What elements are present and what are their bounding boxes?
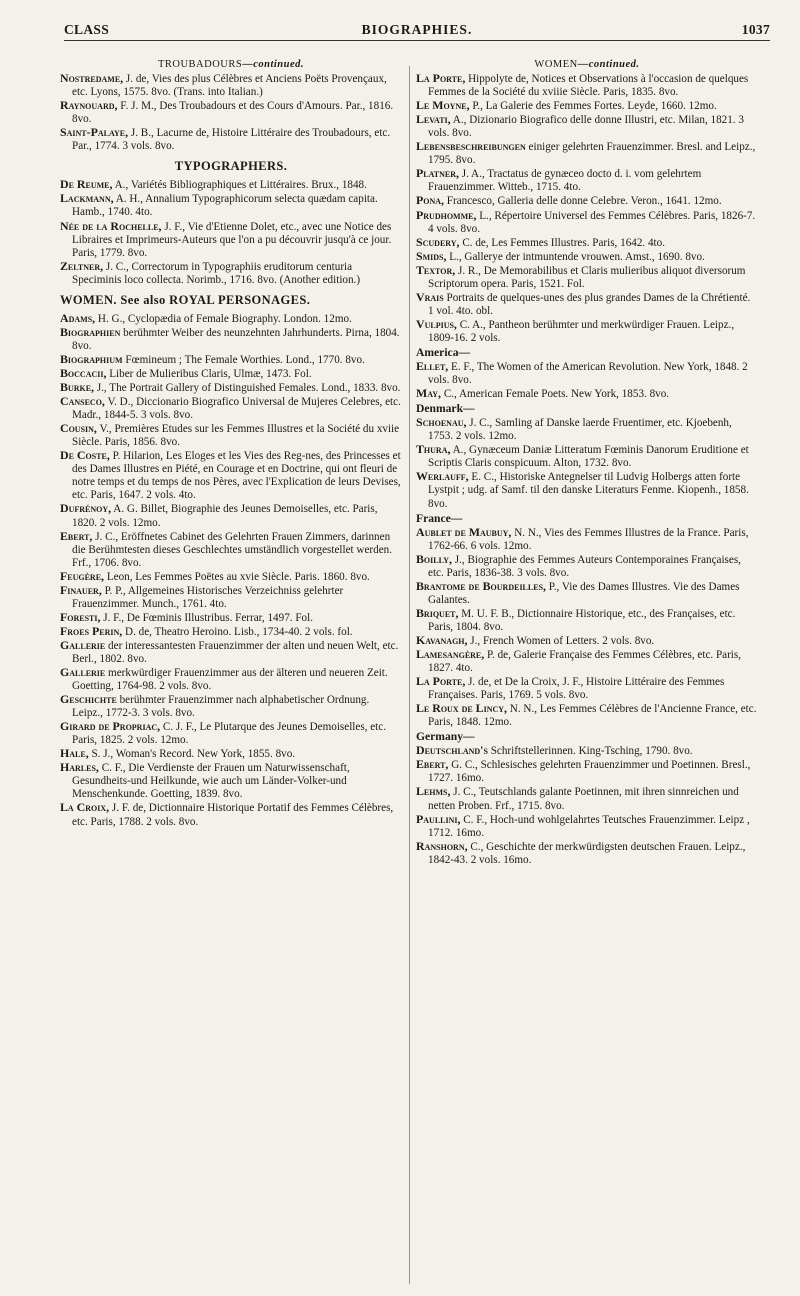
catalogue-entry: [60, 693, 402, 720]
catalogue-entry: [60, 367, 402, 381]
catalogue-entry: [60, 326, 402, 353]
continued-heading: [416, 58, 758, 71]
country-subheading: America—: [416, 345, 471, 359]
entry-text: S. J., Woman's Record. New York, 1855. 8vo.: [88, 748, 296, 761]
catalogue-entry: [60, 99, 402, 126]
entry-text: J., French Women of Letters. 2 vols. 8vo.: [467, 634, 655, 647]
entry-heading: Textor,: [416, 262, 456, 277]
entry-text: F. J. M., Des Troubadours et des Cours d'Amours. Par., 1816. 8vo.: [72, 100, 394, 126]
entry-heading: Levati,: [416, 112, 451, 127]
entry-heading: Raynouard,: [60, 98, 118, 113]
entry-text: J. de, et De la Croix, J. F., Histoire Littéraire des Femmes Françaises. Paris, 1769. 5 vols. 8vo.: [428, 676, 725, 702]
column-divider: [409, 66, 410, 1284]
entry-text: C. F., Hoch-und wohlgelahrtes Teutsches Frauenzimmer. Leipz , 1712. 16mo.: [428, 813, 750, 839]
catalogue-entry: [416, 416, 758, 443]
catalogue-entry: [416, 167, 758, 194]
entry-heading: Thura,: [416, 442, 451, 457]
catalogue-entry: [60, 178, 402, 192]
entry-heading: Aublet de Maubuy,: [416, 524, 512, 539]
entry-text: P. P., Allgemeines Historisches Verzeichniss gelehrter Frauenzimmer. Munch., 1761. 4to.: [72, 584, 344, 610]
entry-heading: Platner,: [416, 166, 459, 181]
catalogue-entry: [416, 634, 758, 648]
entry-text: C. A., Pantheon berühmter und merkwürdiger Frauen. Leipz., 1809-16. 2 vols.: [428, 318, 735, 344]
entry-text: V., Premières Etudes sur les Femmes Illustres et la Société du xviie Siècle. Paris, 1856. 8vo.: [72, 423, 400, 449]
entry-text: P. Hilarion, Les Eloges et les Vies des Reg-nes, des Princesses et des Dames Illustres en Piété, en Courage et en Doctrine, qui ont fleuri de notre temps et du temps de nos Pères, avec l'Explication de leurs Devises, etc. Paris, 1647. 2 vols. 4to.: [72, 450, 401, 502]
catalogue-entry: [60, 625, 402, 639]
running-head: [64, 22, 770, 38]
catalogue-entry: [60, 312, 402, 326]
catalogue-entry: [60, 72, 402, 99]
entry-text: Fœmineum ; The Female Worthies. Lond., 1770. 8vo.: [122, 353, 365, 366]
entry-heading: Saint-Palaye,: [60, 125, 129, 140]
catalogue-entry: [60, 530, 402, 570]
catalogue-entry: [60, 570, 402, 584]
entry-heading: Lackmann,: [60, 191, 114, 206]
entry-heading: Paullini,: [416, 811, 461, 826]
entry-text: N. N., Vies des Femmes Illustres de la France. Paris, 1762-66. 6 vols. 12mo.: [428, 526, 749, 552]
entry-text: A. G. Billet, Biographie des Jeunes Demoiselles, etc. Paris, 1820. 2 vols. 12mo.: [72, 503, 378, 529]
entry-text: L., Gallerye der intmuntende vrouwen. Amst., 1690. 8vo.: [446, 250, 705, 263]
section-heading-women: WOMEN. See also ROYAL PERSONAGES.: [60, 292, 311, 307]
catalogue-entry: [60, 126, 402, 153]
entry-heading: Kavanagh,: [416, 632, 468, 647]
entry-heading: Nostredame,: [60, 71, 124, 86]
entry-heading: Ranshorn,: [416, 838, 468, 853]
entry-heading: Gallerie: [60, 637, 106, 652]
entry-heading: Biographium: [60, 351, 123, 366]
entry-text: E. C., Historiske Antegnelser til Ludvig Holbergs atten forte Lystpit ; udg. af Samf. til den danske Literaturs Fenme. Kiopenh., 1858. 8vo.: [428, 471, 749, 510]
entry-text: L., Répertoire Universel des Femmes Célèbres. Paris, 1826-7. 4 vols. 8vo.: [428, 209, 756, 235]
catalogue-entry: [416, 318, 758, 345]
running-head-title: BIOGRAPHIES.: [361, 22, 473, 37]
entry-heading: Smids,: [416, 248, 447, 263]
continued-heading: [60, 58, 402, 71]
catalogue-entry: [60, 747, 402, 761]
entry-text: Leon, Les Femmes Poëtes au xvie Siècle. Paris. 1860. 8vo.: [104, 570, 370, 583]
entry-text: P. de, Galerie Française des Femmes Célèbres, etc. Paris, 1827. 4to.: [428, 649, 742, 675]
continued-heading-word: TROUBADOURS: [157, 59, 243, 70]
entry-text: der interessantesten Frauenzimmer der alten und neuen Welt, etc. Berl., 1802. 8vo.: [72, 639, 399, 665]
catalogue-entry: [416, 113, 758, 140]
entry-text: A. H., Annalium Typographicorum selecta quædam capita. Hamb., 1740. 4to.: [72, 193, 378, 219]
entry-heading: Biographien: [60, 324, 121, 339]
entry-text: J. A., Tractatus de gynæceo docto d. i. vom gelehrtem Frauenzimmer. Witteb., 1715. 4to.: [428, 168, 702, 194]
entry-heading: Zeltner,: [60, 258, 104, 273]
catalogue-entry: [60, 584, 402, 611]
entry-heading: Boilly,: [416, 551, 452, 566]
entry-text: H. G., Cyclopædia of Female Biography. London. 12mo.: [95, 312, 352, 325]
entry-heading: Finauer,: [60, 582, 102, 597]
catalogue-entry: [60, 260, 402, 287]
entry-heading: Froes Perin,: [60, 623, 123, 638]
section-heading-typographers: TYPOGRAPHERS.: [174, 159, 288, 174]
catalogue-entry: [416, 813, 758, 840]
entry-heading: Vulpius,: [416, 316, 457, 331]
entry-heading: Cousin,: [60, 421, 97, 436]
entry-heading: Ellet,: [416, 359, 449, 374]
entry-text: J. C., Correctorum in Typographiis eruditorum centuria Speciminis loco collecta. Norimb., 1716. 8vo. (Another edition.): [72, 260, 361, 286]
catalogue-entry: [416, 236, 758, 250]
entry-text: J. R., De Memorabilibus et Claris mulieribus aliquot diversorum Scriptorum opera. Paris, 1521. Fol.: [428, 264, 746, 290]
entry-heading: Girard de Propriac,: [60, 719, 161, 734]
entry-heading: La Croix,: [60, 800, 110, 815]
entry-heading: De Coste,: [60, 448, 110, 463]
catalogue-entry: [60, 192, 402, 219]
catalogue-entry: [60, 801, 402, 828]
catalogue-entry: [416, 675, 758, 702]
entry-heading: Schoenau,: [416, 415, 467, 430]
entry-heading: La Porte,: [416, 71, 466, 86]
entry-text: einiger gelehrten Frauenzimmer. Bresl. and Leipz., 1795. 8vo.: [428, 141, 756, 167]
catalogue-entry: [416, 443, 758, 470]
catalogue-entry: [416, 209, 758, 236]
catalogue-entry: [416, 360, 758, 387]
entry-text: merkwürdiger Frauenzimmer aus der älteren und neueren Zeit. Goetting, 1764-98. 2 vols. 8vo.: [72, 667, 388, 693]
women-entries-continued: [416, 72, 758, 345]
entry-text: P., La Galerie des Femmes Fortes. Leyde, 1660. 12mo.: [469, 100, 717, 113]
entry-heading: Geschichte: [60, 692, 117, 707]
entry-text: J. C., Teutschlands galante Poetinnen, mit ihren sinnreichen und netten Proben. Frf., 1715. 8vo.: [428, 786, 739, 812]
entry-heading: Briquet,: [416, 605, 459, 620]
catalogue-entry: [60, 666, 402, 693]
entry-text: J. C., Samling af Danske laerde Fruentimer, etc. Kjoebenh, 1753. 2 vols. 12mo.: [428, 417, 732, 443]
entry-text: J. F. de, Dictionnaire Historique Portatif des Femmes Célèbres, etc. Paris, 1788. 2 vols. 8vo.: [72, 802, 394, 828]
entry-text: A., Dizionario Biografico delle donne Illustri, etc. Milan, 1821. 3 vols. 8vo.: [428, 114, 744, 140]
entry-heading: Gallerie: [60, 665, 106, 680]
entry-text: Schriftstellerinnen. King-Tsching, 1790. 8vo.: [487, 745, 693, 758]
catalogue-entry: [416, 840, 758, 867]
entry-text: J. de, Vies des plus Célèbres et Anciens Poëts Provençaux, etc. Lyons, 1575. 8vo. (Trans. into Italian.): [72, 73, 387, 99]
right-column: [416, 58, 758, 867]
continued-heading-suffix: —continued.: [577, 59, 640, 70]
catalogue-entry: [60, 449, 402, 502]
catalogue-entry: [60, 395, 402, 422]
entry-heading: Brantome de Bourdeilles,: [416, 578, 546, 593]
catalogue-entry: [416, 702, 758, 729]
entry-heading: Le Roux de Lincy,: [416, 701, 508, 716]
catalogue-entry: [416, 387, 758, 401]
entry-text: Portraits de quelques-unes des plus grandes Dames de la Chrétienté. 1 vol. 4to. obl.: [428, 291, 751, 317]
entry-text: J. F., De Fœminis Illustribus. Ferrar, 1497. Fol.: [100, 611, 313, 624]
entry-text: E. F., The Women of the American Revolution. New York, 1848. 2 vols. 8vo.: [428, 361, 748, 387]
entry-heading: Feugère,: [60, 568, 105, 583]
catalogue-entry: [416, 785, 758, 812]
header-rule: [64, 40, 770, 41]
catalogue-entry: [60, 639, 402, 666]
catalogue-entry: [416, 291, 758, 318]
country-subheading: Germany—: [416, 730, 475, 744]
entry-text: N. N., Les Femmes Célèbres de l'Ancienne France, etc. Paris, 1848. 12mo.: [428, 703, 757, 729]
catalogue-entry: [416, 99, 758, 113]
left-column: [60, 58, 402, 829]
catalogue-entry: [416, 744, 758, 758]
catalogue-entry: [416, 250, 758, 264]
entry-heading: Ebert,: [60, 528, 93, 543]
running-head-left: CLASS: [64, 22, 110, 37]
country-subheading: Denmark—: [416, 402, 475, 416]
troubadour-entries: [60, 72, 402, 153]
entry-heading: Prudhomme,: [416, 207, 477, 222]
entry-heading: Ebert,: [416, 757, 449, 772]
entry-heading: Lebensbeschreibungen: [416, 139, 526, 154]
catalogue-entry: [60, 220, 402, 260]
entry-text: D. de, Theatro Heroino. Lisb., 1734-40. 2 vols. fol.: [122, 625, 353, 638]
entry-text: A., Variétés Bibliographiques et Littéraires. Brux., 1848.: [112, 179, 367, 192]
catalogue-entry: [60, 502, 402, 529]
entry-text: Liber de Mulieribus Claris, Ulmæ, 1473. Fol.: [106, 367, 312, 380]
catalogue-entry: [416, 758, 758, 785]
entry-heading: Boccacii,: [60, 365, 107, 380]
catalogue-entry: [416, 72, 758, 99]
entry-heading: Lamesangère,: [416, 647, 485, 662]
entry-heading: Pona,: [416, 193, 445, 208]
country-groups: [416, 346, 758, 867]
entry-heading: La Porte,: [416, 674, 466, 689]
entry-text: berühmter Frauenzimmer nach alphabetischer Ordnung. Leipz., 1772-3. 3 vols. 8vo.: [72, 694, 370, 720]
entry-text: P., Vie des Dames Illustres. Vie des Dames Galantes.: [428, 580, 740, 606]
entry-heading: Werlauff,: [416, 469, 469, 484]
entry-text: C. de, Les Femmes Illustres. Paris, 1642. 4to.: [459, 236, 665, 249]
entry-text: J. B., Lacurne de, Histoire Littéraire des Troubadours, etc. Par., 1774. 3 vols. 8vo.: [72, 127, 391, 153]
entry-text: C., Geschichte der merkwürdigsten deutschen Frauen. Leipz., 1842-43. 2 vols. 16mo.: [428, 840, 746, 866]
catalogue-entry: [416, 194, 758, 208]
entry-text: A., Gynæceum Daniæ Litteratum Fœminis Danorum Eruditione et Scriptis Claris conspicuum. Alton, 1732. 8vo.: [428, 444, 749, 470]
country-subheading: France—: [416, 511, 463, 525]
entry-text: Francesco, Galleria delle donne Celebre. Veron., 1641. 12mo.: [444, 195, 722, 208]
catalogue-entry: [416, 140, 758, 167]
catalogue-entry: [60, 422, 402, 449]
entry-heading: Canseco,: [60, 394, 105, 409]
entry-heading: Dufrénoy,: [60, 501, 112, 516]
entry-heading: Harles,: [60, 760, 99, 775]
typographer-entries: [60, 178, 402, 286]
entry-text: C. J. F., Le Plutarque des Jeunes Demoiselles, etc. Paris, 1825. 2 vols. 12mo.: [72, 721, 387, 747]
entry-text: M. U. F. B., Dictionnaire Historique, etc., des Françaises, etc. Paris, 1804. 8vo.: [428, 607, 736, 633]
entry-text: J. C., Eröffnetes Cabinet des Gelehrten Frauen Zimmers, darinnen die Berühmtesten dieses Geschlechtes umständlich vorgestellet werden. Frf., 1706. 8vo.: [72, 530, 392, 569]
continued-heading-suffix: —continued.: [242, 59, 305, 70]
women-entries: [60, 312, 402, 829]
entry-heading: Scudery,: [416, 234, 460, 249]
entry-text: G. C., Schlesisches gelehrten Frauenzimmer und Poetinnen. Bresl., 1727. 16mo.: [428, 759, 751, 785]
page-number: 1037: [741, 22, 770, 37]
catalogue-entry: [60, 381, 402, 395]
entry-heading: Née de la Rochelle,: [60, 218, 162, 233]
catalogue-entry: [60, 353, 402, 367]
entry-text: berühmter Weiber des neunzehnten Jahrhunderts. Pirna, 1804. 8vo.: [72, 326, 400, 352]
entry-heading: May,: [416, 386, 442, 401]
entry-text: J. F., Vie d'Etienne Dolet, etc., avec une Notice des Libraires et Imprimeurs-Auteurs que l'on a pu découvrir jusqu'à ce jour. Paris, 1779. 8vo.: [72, 220, 392, 259]
continued-heading-word: WOMEN: [534, 59, 578, 70]
catalogue-entry: [60, 761, 402, 801]
catalogue-entry: [416, 470, 758, 510]
catalogue-entry: [416, 264, 758, 291]
entry-text: C. F., Die Verdienste der Frauen um Naturwissenschaft, Gesundheits-und Heilkunde, wie auch um Länder-Volker-und Menschenkunde. Goetting, 1839. 8vo.: [72, 762, 350, 801]
entry-heading: Deutschland's: [416, 743, 488, 758]
entry-heading: De Reume,: [60, 177, 113, 192]
catalogue-entry: [416, 648, 758, 675]
catalogue-entry: [416, 526, 758, 553]
entry-heading: Foresti,: [60, 609, 101, 624]
catalogue-entry: [60, 611, 402, 625]
catalogue-entry: [416, 580, 758, 607]
entry-text: C., American Female Poets. New York, 1853. 8vo.: [441, 388, 670, 401]
entry-text: V. D., Diccionario Biografico Universal de Mujeres Celebres, etc. Madr., 1844-5. 3 vols. 8vo.: [72, 396, 401, 422]
entry-heading: Adams,: [60, 310, 96, 325]
catalogue-entry: [416, 553, 758, 580]
entry-heading: Le Moyne,: [416, 98, 470, 113]
entry-heading: Lehms,: [416, 784, 451, 799]
entry-heading: Vrais: [416, 289, 444, 304]
entry-text: J., The Portrait Gallery of Distinguished Females. Lond., 1833. 8vo.: [94, 382, 401, 395]
entry-heading: Hale,: [60, 746, 89, 761]
entry-heading: Burke,: [60, 380, 95, 395]
entry-text: Hippolyte de, Notices et Observations à l'occasion de quelques Femmes de la Société du xviiie Siècle. Paris, 1835. 8vo.: [428, 73, 749, 99]
catalogue-entry: [416, 607, 758, 634]
entry-text: J., Biographie des Femmes Auteurs Contemporaines Françaises, etc. Paris, 1836-38. 3 vols. 8vo.: [428, 553, 741, 579]
catalogue-entry: [60, 720, 402, 747]
